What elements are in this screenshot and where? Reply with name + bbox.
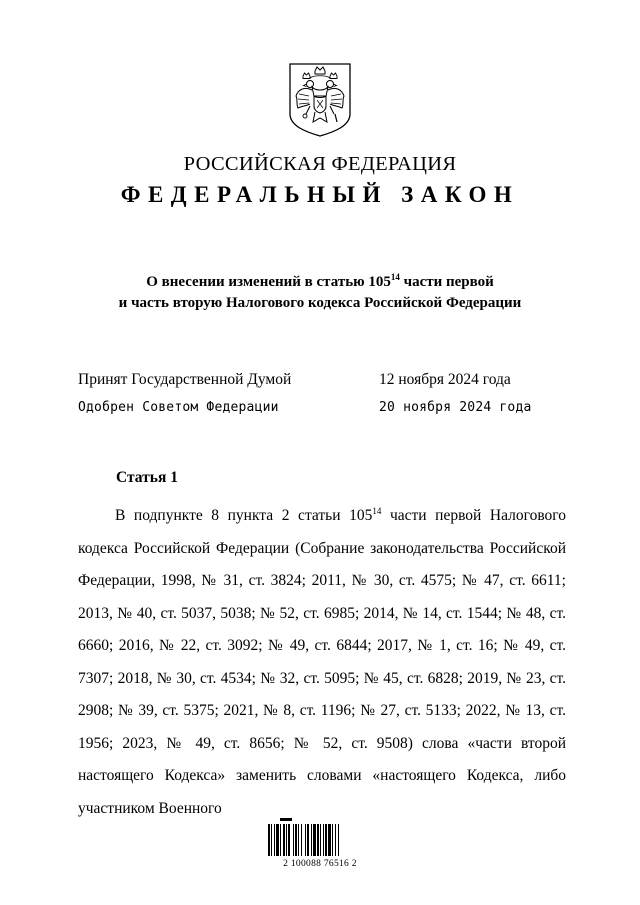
barcode-bar [286,824,287,856]
barcode-mark [280,818,292,821]
council-approval-row [78,398,578,418]
law-title-text: части первой [399,274,494,290]
superscript-index: 14 [372,506,382,516]
document-type: ФЕДЕРАЛЬНЫЙ ЗАКОН [120,182,520,207]
law-title-line-2: и часть вторую Налогового кодекса Российской Федерации [118,295,522,311]
barcode-bar [332,824,333,856]
barcode-bar [276,824,279,856]
barcode-bar [320,824,321,856]
barcode-bar [338,824,339,856]
barcode-bar [283,824,285,856]
barcode-bar [293,824,294,856]
law-title [0,272,640,314]
barcode-bar [323,824,324,856]
duma-adoption-row [78,370,578,390]
article-body [78,500,566,825]
duma-label: Принят Государственной Думой [78,371,292,388]
barcode-bar [307,824,309,856]
barcode-bar [335,824,336,856]
barcode-bar [288,824,290,856]
barcode-bar [305,824,306,856]
council-label: Одобрен Советом Федерации [78,400,279,415]
law-title-line-1 [0,272,640,293]
barcode-bar [328,824,331,856]
superscript-index: 14 [390,272,400,282]
duma-date: 12 ноября 2024 года [379,371,511,388]
country-name: РОССИЙСКАЯ ФЕДЕРАЦИЯ [183,153,457,175]
barcode-number: 2 100088 76516 2 [283,859,357,869]
barcode-bar [298,824,299,856]
barcode-bar [311,824,312,856]
barcode-bar [280,824,281,856]
coat-of-arms-icon [288,62,352,138]
barcode-bar [268,824,270,856]
barcode-bars [266,818,366,858]
article-text: В подпункте 8 пункта 2 статьи 105 [115,507,373,524]
law-title-text: О внесении изменений в статью 105 [146,274,391,290]
barcode-bar [325,824,327,856]
barcode-bar [295,824,297,856]
council-date: 20 ноября 2024 года [379,400,532,415]
article-heading: Статья 1 [116,469,178,486]
barcode-bar [271,824,272,856]
article-text: части первой Налогового кодекса Российской Федерации (Собрание законодательства Российской Федерации, 1998, № 31, ст. 3824; 2011, № 30, ст. 4575; № 47, ст. 6611; 2013, № 40, ст. 5037, 5038; № 52, ст. 6985; 2014, № 14, ст. 1544; № 48, ст. 6660; 2016, № 22, ст. 3092; № 49, ст. 6844; 2017, № 1, ст. 16; № 49, ст. 7307; 2018, № 30, ст. 4534; № 32, ст. 5095; № 45, ст. 6828; 2019, № 23, ст. 2908; № 39, ст. 5375; 2021, № 8, ст. 1196; № 27, ст. 5133; 2022, № 13, ст. 1956; 2023, № 49, ст. 8656; № 52, ст. 9508) слова «части второй настоящего Кодекса» заменить словами «настоящего Кодекса, либо участником Военного [78,507,567,817]
article-paragraph [78,500,566,825]
barcode-bar [317,824,319,856]
barcode-bar [274,824,275,856]
barcode-bar [301,824,302,856]
barcode-bar [313,824,316,856]
barcode [266,818,366,870]
